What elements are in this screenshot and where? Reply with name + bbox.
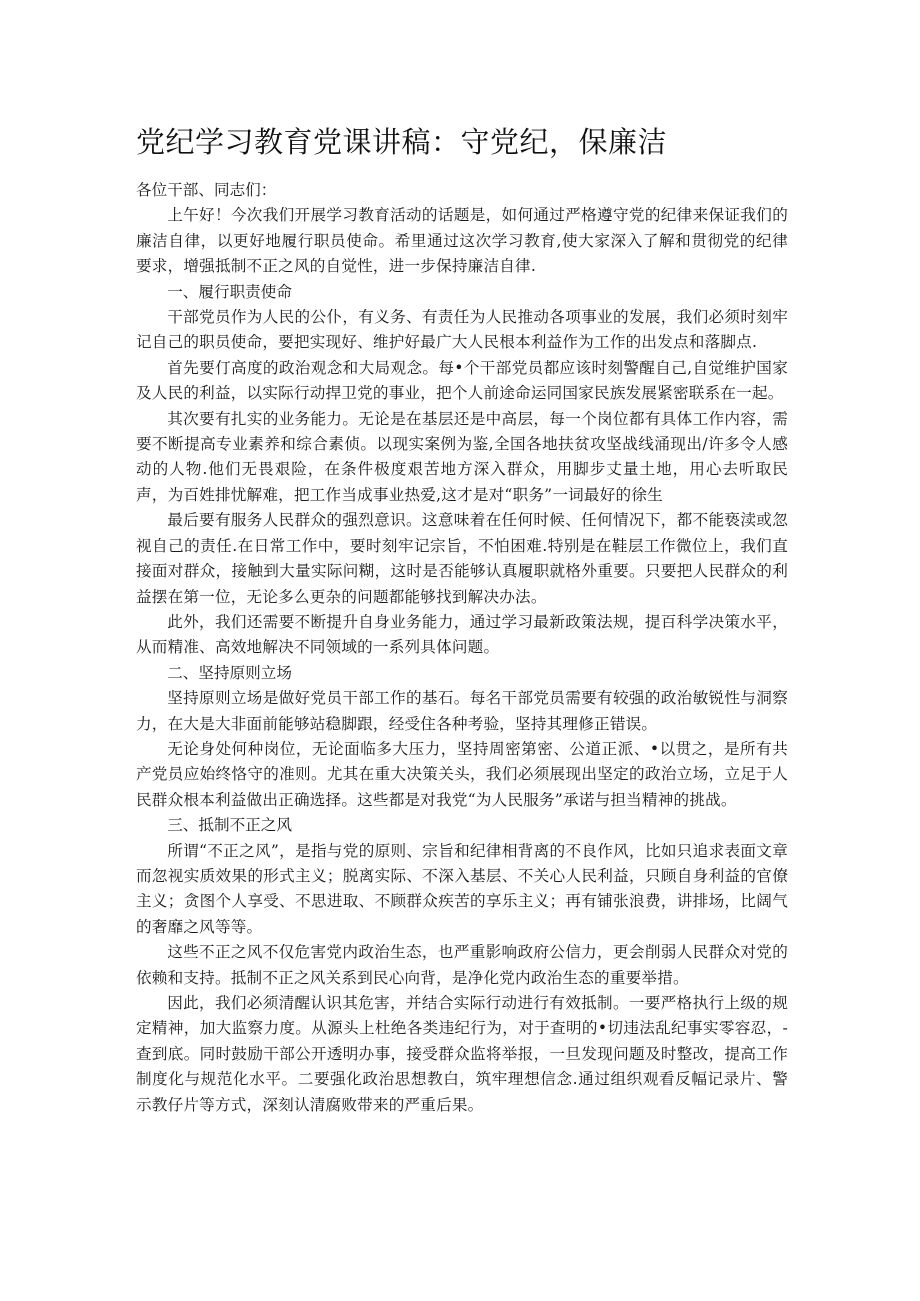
document-title: 党纪学习教育党课讲稿：守党纪，保廉洁	[136, 125, 668, 159]
paragraph: 干部党员作为人民的公仆，有义务、有责任为人民推动各项事业的发展，我们必须时刻牢记自己的职员使命，要把实现好、维护好最广大人民根本利益作为工作的出发点和落脚点.	[136, 308, 788, 352]
paragraph: 这些不正之风不仅危害党内政治生态，也严重影响政府公信力，更会削弱人民群众对党的依赖和支持。抵制不正之风关系到民心向背，是净化党内政治生态的重要举措。	[136, 943, 788, 987]
greeting: 各位干部、同志们：	[136, 181, 277, 199]
paragraph: 因此，我们必须清醒认识其危害，并结合实际行动进行有效抵制。一要严格执行上级的规定精神，加大监察力度。从源头上杜绝各类违纪行为，对于查明的•切违法乱纪事实零容忍，-查到底。同时鼓励干部公开透明办事，接受群众监将举报，一旦发现问题及时整改，提高工作制度化与规范化水平。二要强化政治思想教白，筑牢理想信念.通过组织观看反幅记录片、警示教仔片等方式，深刻认清腐败带来的严重后果。	[136, 994, 788, 1114]
section-heading-1: 一、履行职责使命	[167, 282, 292, 301]
section-heading-3: 三、抵制不正之风	[167, 816, 292, 835]
paragraph: 坚持原则立场是做好党员干部工作的基石。每名干部党员需要有较强的政治敏锐性与洞察力，在大是大非面前能够站稳脚跟，经受住各种考验，坚持其理修正错误。	[136, 689, 788, 733]
paragraph: 最后要有服务人民群众的强烈意识。这意味着在任何时候、任何情况下，都不能亵渎或忽视自己的责任.在日常工作中，要时刻牢记宗旨，不怕困难.特别是在鞋层工作微位上，我们直接面对群众，接触到大量实际问糊，这时是否能够认真履职就格外重要。只要把人民群众的利益摆在第一位，无论多么更杂的问题都能够找到解决办法。	[136, 511, 788, 606]
paragraph: 无论身处何种岗位，无论面临多大压力，坚持周密第密、公道正派、•以贯之，是所有共产党员应始终恪守的准则。尤其在重大决策关头，我们必须展现出坚定的政治立场，立足于人民群众根本利益做出正确选择。这些都是对我党“为人民服务”承诺与担当精神的挑战。	[136, 739, 788, 809]
paragraph: 首先要仃高度的政治观念和大局观念。每•个干部党员都应该时刻警醒自己,自觉维护国家及人民的利益，以实际行动捍卫党的事业，把个人前途命运同国家民族发展紧密联系在一起。	[136, 358, 788, 403]
paragraph: 其次要有扎实的业务能力。无论是在基层还是中高层，每一个岗位都有具体工作内容，需要不断提高专业素养和综合素侦。以现实案例为鉴,全国各地扶贫攻坚战线涌现出/许多令人感动的人物.他们无畏艰险，在条件极度艰苦地方深入群众，用脚步丈量土地，用心去听取民声，为百姓排忧解难，把工作当成事业热爱,这才是对“职务”一词最好的徐生	[136, 409, 788, 504]
paragraph: 此外，我们还需要不断提升自身业务能力，通过学习最新政策法规，提百科学决策水平，从而精准、高效地解决不同领域的一系列具体问题。	[136, 612, 788, 657]
document-page	[136, 120, 788, 1118]
paragraph: 所谓“不正之风”，是指与党的原则、宗旨和纪律相背离的不良作风，比如只追求表面文章而忽视实质效果的形式主义；脱离实际、不深入基层、不关心人民利益，只顾自身利益的官僚主义；贪图个人享受、不思进取、不顾群众疾苦的享乐主义；再有铺张浪费，讲排场，比阔气的奢靡之风等等。	[136, 841, 788, 936]
section-heading-2: 二、坚持原则立场	[167, 663, 292, 682]
paragraph-intro: 上午好！今次我们开展学习教育活动的话题是，如何通过严格遵守党的纪律来保证我们的廉洁自律，以更好地履行职员使命。希里通过这次学习教育,使大家深入了解和贯彻党的纪律要求，增强抵制不正之风的自觉性，进一步保持廉洁自律.	[136, 206, 788, 276]
